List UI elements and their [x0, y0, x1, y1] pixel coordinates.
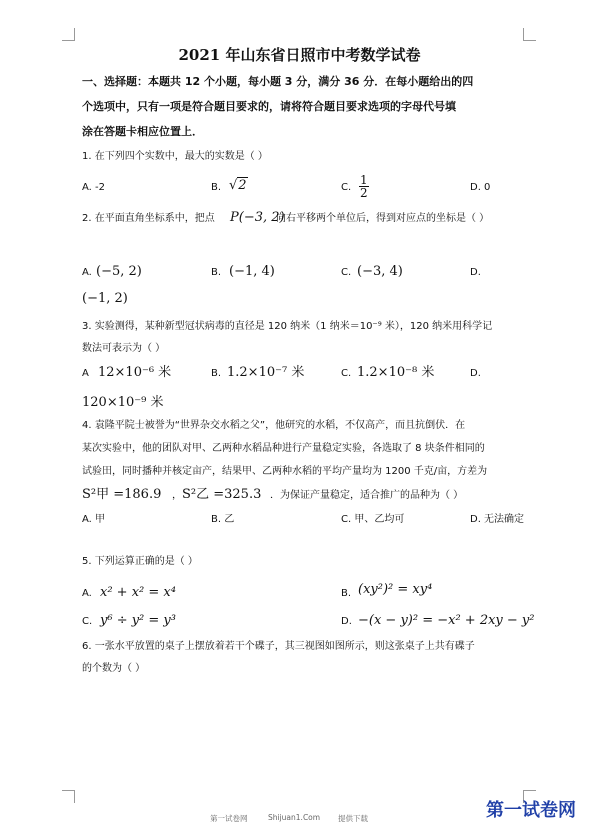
q1-stem: 1. 在下列四个实数中，最大的实数是（ ）	[82, 151, 268, 162]
q1-option-a: A. -2	[82, 182, 105, 193]
q3-option-b-value: 1.2×10⁻⁷ 米	[227, 365, 305, 380]
q5-option-d-label: D.	[341, 616, 352, 627]
q3-option-c-label: C.	[341, 368, 352, 379]
q4-variance-sep: ，	[172, 490, 182, 501]
q4-variance-yi: S²乙 =325.3	[182, 487, 262, 502]
q2-option-c-label: C.	[341, 267, 352, 278]
footer-center: Shijuan1.Com	[268, 813, 321, 822]
q2-option-a-value: (−5, 2)	[96, 264, 142, 279]
q2-option-d-label: D.	[470, 267, 481, 278]
q2-stem-pre: 2. 在平面直角坐标系中，把点	[82, 213, 215, 224]
q3-option-d-value: 120×10⁻⁹ 米	[82, 395, 164, 410]
q5-option-a-value: x² + x² = x⁴	[100, 585, 176, 600]
footer-right: 提供下载	[338, 814, 368, 823]
q5-option-b-value: (xy²)² = xy⁴	[358, 582, 433, 597]
q5-stem: 5. 下列运算正确的是（ ）	[82, 556, 198, 567]
q1-option-c-fraction	[359, 174, 369, 199]
q1-option-c-denominator: 2	[360, 186, 368, 200]
q4-stem-line2: 某次实验中，他的团队对甲、乙两种水稻品种进行产量稳定实验，各选取了 8 块条件相同的	[82, 443, 485, 454]
q1-option-b-radicand: 2	[238, 178, 247, 193]
q4-stem-line4: ．为保证产量稳定，适合推广的品种为（ ）	[270, 490, 464, 501]
q4-stem-line3: 试验田，同时播种并核定亩产，结果甲、乙两种水稻的平均产量均为 1200 千克/亩，方差为	[82, 466, 488, 477]
corner-mark-bottom-left	[62, 790, 75, 803]
q5-option-c-label: C.	[82, 616, 93, 627]
q1-option-b-label: B.	[211, 182, 222, 193]
q6-stem-line2: 的个数为（ ）	[82, 663, 146, 674]
section-heading-line1: 一、选择题：本题共 12 个小题，每小题 3 分，满分 36 分．在每小题给出的四	[82, 75, 474, 88]
q4-option-b: B. 乙	[211, 514, 235, 525]
q3-option-a-label: A	[82, 368, 89, 379]
q2-option-d-value: (−1, 2)	[82, 291, 128, 306]
q2-option-c-value: (−3, 4)	[357, 264, 403, 279]
q2-stem-post: 向右平移两个单位后，得到对应点的坐标是（ ）	[276, 213, 490, 224]
q4-option-d: D. 无法确定	[470, 514, 525, 525]
page-title: 2021 年山东省日照市中考数学试卷	[178, 46, 421, 64]
q5-option-a-label: A.	[82, 588, 92, 599]
q3-stem-line2: 数法可表示为（ ）	[82, 343, 166, 354]
q1-option-c-label: C.	[341, 182, 352, 193]
q1-option-c-numerator: 1	[360, 173, 368, 187]
q4-variance-jia: S²甲 =186.9	[82, 487, 162, 502]
q3-option-a-value: 12×10⁻⁶ 米	[98, 365, 172, 380]
section-heading-line2: 个选项中，只有一项是符合题目要求的，请将符合题目要求选项的字母代号填	[82, 100, 456, 113]
corner-mark-top-right	[523, 28, 536, 41]
q4-stem-line1: 4. 袁隆平院士被誉为“世界杂交水稻之父”，他研究的水稻，不仅高产，而且抗倒伏．在	[82, 420, 466, 431]
brand-logo-text: 第一试卷网	[486, 800, 576, 821]
q3-option-c-value: 1.2×10⁻⁸ 米	[357, 365, 435, 380]
q4-option-c: C. 甲、乙均可	[341, 514, 405, 525]
q1-option-b-sqrt: √2	[229, 178, 247, 193]
q3-option-b-label: B.	[211, 368, 222, 379]
q3-option-d-label: D.	[470, 368, 481, 379]
q2-option-b-label: B.	[211, 267, 222, 278]
q2-option-b-value: (−1, 4)	[229, 264, 275, 279]
q2-option-a-label: A.	[82, 267, 92, 278]
q1-option-d: D. 0	[470, 182, 491, 193]
q6-stem-line1: 6. 一张水平放置的桌子上摆放着若干个碟子，其三视图如图所示，则这张桌子上共有碟子	[82, 641, 475, 652]
q3-stem-line1: 3. 实验测得，某种新型冠状病毒的直径是 120 纳米（1 纳米＝10⁻⁹ 米），120 纳米用科学记	[82, 321, 493, 332]
q4-option-a: A. 甲	[82, 514, 106, 525]
corner-mark-top-left	[62, 28, 75, 41]
section-heading-line3: 涂在答题卡相应位置上．	[82, 125, 203, 138]
q5-option-c-value: y⁶ ÷ y² = y³	[100, 613, 176, 628]
q2-stem-point: P(−3, 2)	[230, 210, 285, 225]
q5-option-d-value: −(x − y)² = −x² + 2xy − y²	[358, 613, 535, 628]
q5-option-b-label: B.	[341, 588, 352, 599]
footer-left: 第一试卷网	[210, 814, 248, 823]
